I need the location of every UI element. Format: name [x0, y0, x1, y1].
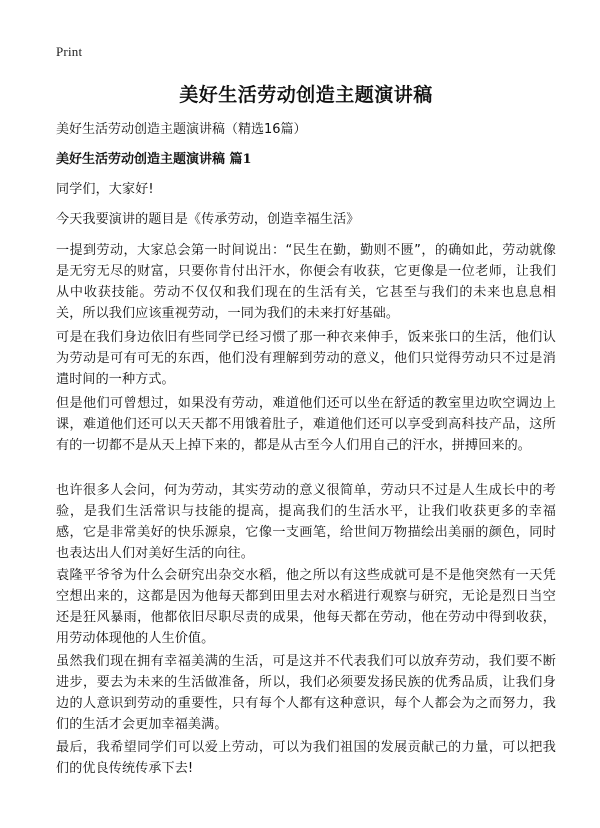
- paragraph: 一提到劳动，大家总会第一时间说出：“民生在勤，勤则不匮”，的确如此，劳动就像是无穷无尽的财富，只要你肯付出汗水，你便会有收获，它更像是一位老师，让我们从中收获技能。劳动不仅仅和我们现在的生活有关，它甚至与我们的未来也息息相关，所以我们应该重视劳动，一同为我们的未来打好基础。: [56, 243, 556, 321]
- paragraph: 可是在我们身边依旧有些同学已经习惯了那一种衣来伸手，饭来张口的生活，他们认为劳动是可有可无的东西，他们没有理解到劳动的意义，他们只觉得劳动只不过是消遣时间的一种方式。: [56, 330, 556, 387]
- paragraph-greeting: 同学们，大家好!: [56, 182, 154, 197]
- paragraph: 袁隆平爷爷为什么会研究出杂交水稻，他之所以有这些成就可是不是他突然有一天凭空想出来的，这都是因为他每天都到田里去对水稻进行观察与研究，无论是烈日当空还是狂风暴雨，他都依旧尽职尽责的成果，他每天都在劳动，他在劳动中得到收获，用劳动体现他的人生价值。: [56, 568, 556, 646]
- page-title: 美好生活劳动创造主题演讲稿: [179, 84, 433, 106]
- paragraph: 但是他们可曾想过，如果没有劳动，难道他们还可以坐在舒适的教室里边吹空调边上课，难道他们还可以天天都不用饿着肚子，难道他们还可以享受到高科技产品，这所有的一切都不是从天上掉下来的，都是从古至今人们用自己的汗水，拼搏回来的。: [56, 396, 556, 453]
- paragraph: 虽然我们现在拥有幸福美满的生活，可是这并不代表我们可以放弃劳动，我们要不断进步，要去为未来的生活做准备，所以，我们必须要发扬民族的优秀品质，让我们身边的人意识到劳动的重要性，只有每个人都有这种意识，每个人都会为之而努力，我们的生活才会更加幸福美满。: [56, 654, 556, 732]
- print-link[interactable]: Print: [56, 44, 83, 59]
- paragraph: 也许很多人会问，何为劳动，其实劳动的意义很简单，劳动只不过是人生成长中的考验，是我们生活常识与技能的提高，提高我们的生活水平，让我们收获更多的幸福感，它是非常美好的快乐源泉，它像一支画笔，给世间万物描绘出美丽的颜色，同时也表达出人们对美好生活的向往。: [56, 483, 556, 561]
- paragraph-topic: 今天我要演讲的题目是《传承劳动，创造幸福生活》: [56, 212, 360, 227]
- paragraph-closing: 最后，我希望同学们可以爱上劳动，可以为我们祖国的发展贡献己的力量，可以把我们的优良传统传承下去!: [56, 740, 556, 776]
- section-heading: 美好生活劳动创造主题演讲稿 篇1: [56, 152, 252, 167]
- document-subtitle: 美好生活劳动创造主题演讲稿（精选16篇）: [56, 122, 307, 137]
